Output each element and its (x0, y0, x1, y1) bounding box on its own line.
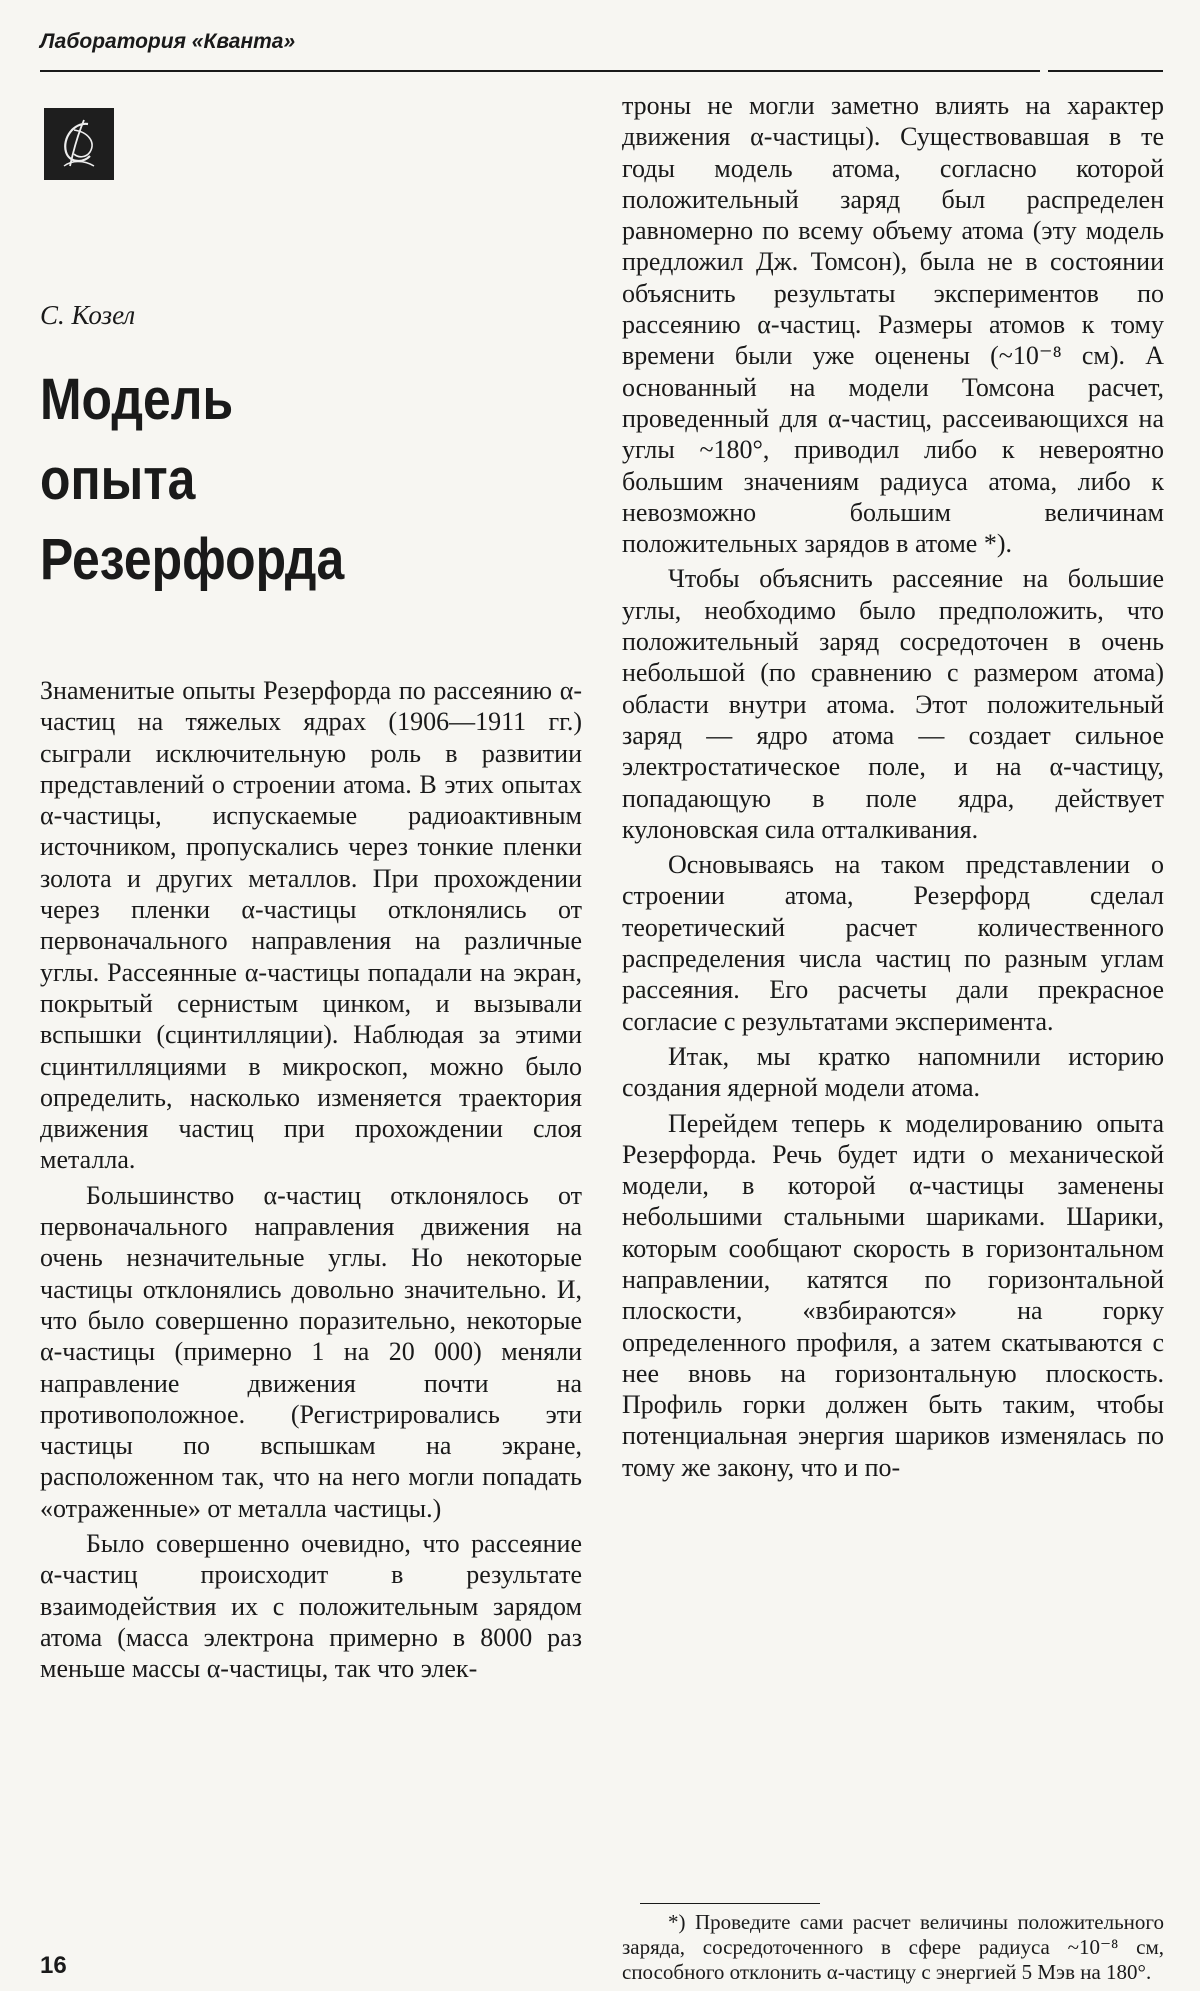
paragraph: Перейдем теперь к моделированию опыта Резерфорда. Речь будет идти о механической модели, в которой α-частицы заменены небольшими стальными шариками. Шарики, которым сообщают скорость в горизонтальном направлении, катятся по горизонтальной плоскости, «взбираются» на горку определенного профиля, а затем скатываются с нее вновь на горизонтальную плоскость. Профиль горки должен быть таким, чтобы потенциальная энергия шариков изменялась по тому же закону, что и по- (622, 1108, 1164, 1482)
paragraph: Чтобы объяснить рассеяние на большие углы, необходимо было предположить, что положительный заряд сосредоточен в очень небольшой (по сравнению с размером атома) области внутри атома. Этот положительный заряд — ядро атома — создает сильное электростатическое поле, и на α-частицу, попадающую в поле ядра, действует кулоновская сила отталкивания. (622, 564, 1164, 844)
paragraph: троны не могли заметно влиять на характер движения α-частицы). Существовавшая в те годы модель атома, согласно которой положительный заряд был распределен равномерно по всему объему атома (эту модель предложил Дж. Томсон), была не в состоянии объяснить результаты экспериментов по рассеянию α-частиц. Размеры атомов к тому времени были уже оценены (~10⁻⁸ см). А основанный на модели Томсона расчет, проведенный для α-частиц, рассеивающихся на углы ~180°, приводил либо к невероятно большим значениям радиуса атома, либо к невозможно большим величинам положительных зарядов в атоме *). (622, 91, 1164, 559)
paragraph: Основываясь на таком представлении о строении атома, Резерфорд сделал теоретический расчет количественного распределения числа частиц по разным углам рассеяния. Его расчеты дали прекрасное согласие с результатами эксперимента. (622, 850, 1164, 1036)
left-column (40, 675, 582, 1689)
article-title (40, 360, 487, 600)
title-line-1: Модель (40, 367, 234, 432)
kvant-logo (44, 108, 114, 180)
paragraph: Итак, мы кратко напомнили историю создания ядерной модели атома. (622, 1041, 1164, 1103)
header-rule (40, 70, 1040, 72)
header-rule-short (1048, 70, 1163, 72)
paragraph: Знаменитые опыты Резерфорда по рассеянию α-частиц на тяжелых ядрах (1906—1911 гг.) сыграли исключительную роль в развитии представлений о строении атома. В этих опытах α-частицы, испускаемые радиоактивным источником, пропускались через тонкие пленки золота и других металлов. При прохождении через пленки α-частицы отклонялись от первоначального направления на различные углы. Рассеянные α-частицы попадали на экран, покрытый сернистым цинком, и вызывали вспышки (сцинтилляции). Наблюдая за этими сцинтилляциями в микроскоп, можно было определить, насколько изменяется траектория движения частиц при прохождении слоя металла. (40, 676, 582, 1175)
paragraph: Большинство α-частиц отклонялось от первоначального направления движения на очень незначительные углы. Но некоторые частицы отклонялись довольно значительно. И, что было совершенно поразительно, некоторые α-частицы (примерно 1 на 20 000) меняли направление движения почти на противоположное. (Регистрировались эти частицы по вспышкам на экране, расположенном так, что на него могли попадать «отраженные» от металла частицы.) (40, 1180, 582, 1523)
title-line-3: Резерфорда (40, 527, 345, 592)
footnote-rule (640, 1903, 820, 1904)
title-line-2: опыта (40, 447, 196, 512)
page-number: 16 (40, 1952, 67, 1979)
right-column (622, 90, 1164, 1487)
paragraph: Было совершенно очевидно, что рассеяние α-частиц происходит в результате взаимодействия их с положительным зарядом атома (масса электрона примерно в 8000 раз меньше массы α-частицы, так что элек- (40, 1529, 582, 1684)
footnote: *) Проведите сами расчет величины положительного заряда, сосредоточенного в сфере радиуса ~10⁻⁸ см, способного отклонить α-частицу с энергией 5 Мэв на 180°. (622, 1910, 1164, 1984)
section-title: Лаборатория «Кванта» (40, 30, 296, 53)
article-author: С. Козел (40, 300, 136, 330)
